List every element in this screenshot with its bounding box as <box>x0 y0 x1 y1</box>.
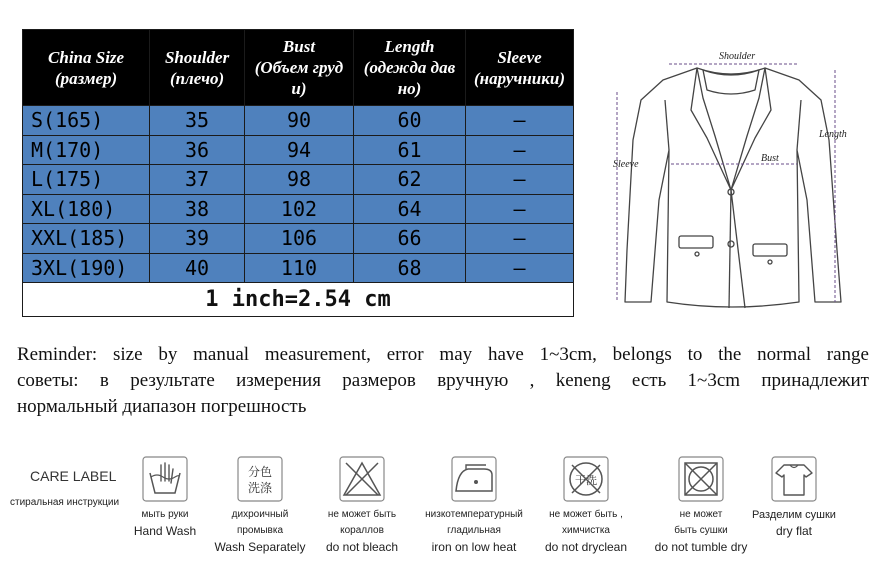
dry-flat-icon <box>770 455 818 503</box>
care-item-no-bleach <box>312 455 412 555</box>
care-en-label: do not bleach <box>325 540 399 554</box>
bust-label: Bust <box>761 153 779 164</box>
cell-shoulder: 38 <box>150 194 245 224</box>
cell-sleeve: – <box>466 253 574 283</box>
reminder-line-english: Reminder: size by manual measurement, error may have 1~3cm, belongs to the normal range <box>17 344 869 365</box>
cell-bust: 94 <box>245 135 354 165</box>
cell-length: 68 <box>353 253 465 283</box>
cell-size: XXL(185) <box>23 224 150 254</box>
cell-bust: 102 <box>245 194 354 224</box>
header-sleeve <box>466 30 574 106</box>
jacket-lapel-right <box>731 68 771 190</box>
cell-sleeve: – <box>466 194 574 224</box>
jacket-front-edge <box>729 190 731 308</box>
cell-sleeve: – <box>466 165 574 195</box>
care-ru-line: быть сушки <box>674 525 728 536</box>
table-row <box>23 253 574 283</box>
symbol-text: 干洗 <box>575 474 597 487</box>
care-item-iron-low-heat <box>424 455 524 555</box>
cell-shoulder: 36 <box>150 135 245 165</box>
care-ru-line: не может <box>679 509 723 520</box>
reminder-line-russian: советы: в результате измерения размеров вручную , keneng есть 1~3cm принадлежит <box>17 370 869 391</box>
cell-length: 66 <box>353 224 465 254</box>
symbol-text: 分色 <box>247 465 273 479</box>
measurement-reminder <box>17 342 869 420</box>
jacket-pocket-right <box>753 244 787 256</box>
header-line: China Size <box>48 47 125 67</box>
care-en-label: Hand Wash <box>133 524 197 538</box>
care-ru-label <box>536 507 636 539</box>
cell-bust: 106 <box>245 224 354 254</box>
cell-sleeve: – <box>466 135 574 165</box>
hand-wash-icon <box>141 455 189 503</box>
cell-length: 61 <box>353 135 465 165</box>
jacket-pocket-left <box>679 236 713 248</box>
cell-bust: 90 <box>245 106 354 136</box>
jacket-button <box>768 260 772 264</box>
header-bust <box>245 30 354 106</box>
header-line: (Объем груд <box>254 58 344 77</box>
jacket-measurement-diagram <box>603 40 861 320</box>
size-chart-table <box>22 29 574 317</box>
cell-shoulder: 37 <box>150 165 245 195</box>
care-ru-label <box>651 507 751 539</box>
header-line: (плечо) <box>169 68 225 88</box>
care-ru-label <box>424 507 524 539</box>
length-label: Length <box>819 129 847 140</box>
cell-bust: 110 <box>245 253 354 283</box>
reminder-line-russian-cont: нормальный диапазон погрешность <box>17 396 307 417</box>
cell-bust: 98 <box>245 165 354 195</box>
care-ru-label <box>210 507 310 539</box>
care-ru-label <box>312 507 412 539</box>
jacket-sleeve-seam <box>797 100 801 150</box>
no-bleach-icon <box>338 455 386 503</box>
wash-separately-icon <box>236 455 284 503</box>
care-label-subtitle: стиральная инструкции <box>10 497 120 508</box>
header-line: Bust <box>282 37 316 56</box>
header-line: Shoulder <box>164 47 230 67</box>
care-ru-line: не может быть , <box>549 509 623 520</box>
cell-length: 60 <box>353 106 465 136</box>
header-line: но) <box>397 79 422 98</box>
care-en-label: do not dryclean <box>544 540 628 554</box>
header-line: Length <box>384 37 435 56</box>
care-item-dry-flat <box>744 455 844 539</box>
low-iron-icon <box>450 455 498 503</box>
sleeve-label: Sleeve <box>613 159 639 170</box>
cell-size: 3XL(190) <box>23 253 150 283</box>
jacket-button <box>728 241 734 247</box>
cell-shoulder: 35 <box>150 106 245 136</box>
cell-sleeve: – <box>466 224 574 254</box>
cell-size: M(170) <box>23 135 150 165</box>
cell-length: 62 <box>353 165 465 195</box>
care-en-label: do not tumble dry <box>654 540 748 554</box>
table-row <box>23 224 574 254</box>
care-en-label: iron on low heat <box>431 540 517 554</box>
care-ru-line: не может быть <box>327 509 397 520</box>
care-item-wash-separately <box>210 455 310 555</box>
header-line: (одежда дав <box>363 58 456 77</box>
care-en-label: dry flat <box>775 524 812 538</box>
header-length <box>353 30 465 106</box>
cell-shoulder: 39 <box>150 224 245 254</box>
care-ru-line: гладильная <box>447 525 501 536</box>
cell-shoulder: 40 <box>150 253 245 283</box>
symbol-text: 洗涤 <box>247 481 273 495</box>
care-ru-line: кораллов <box>340 525 384 536</box>
cell-size: S(165) <box>23 106 150 136</box>
header-line: (размер) <box>54 68 118 88</box>
table-row <box>23 135 574 165</box>
jacket-front-edge-right <box>731 190 745 308</box>
cell-size: XL(180) <box>23 194 150 224</box>
jacket-lapel-left <box>691 68 731 190</box>
table-row <box>23 106 574 136</box>
care-ru-line: низкотемпературный <box>425 509 523 520</box>
care-ru-line: промывка <box>236 525 284 536</box>
care-label-title: CARE LABEL <box>30 468 117 484</box>
care-ru-label: Разделим сушки <box>752 509 836 521</box>
cell-length: 64 <box>353 194 465 224</box>
no-dryclean-icon <box>562 455 610 503</box>
table-header-row <box>23 30 574 106</box>
care-item-no-tumble-dry <box>651 455 751 555</box>
care-ru-label: мыть руки <box>141 509 189 520</box>
jacket-outline <box>625 68 841 307</box>
care-item-hand-wash <box>115 455 215 539</box>
jacket-sleeve-seam <box>665 100 669 150</box>
jacket-button <box>695 252 699 256</box>
cell-size: L(175) <box>23 165 150 195</box>
header-line: Sleeve <box>497 47 542 67</box>
care-ru-line: дихроичный <box>231 509 289 520</box>
care-item-no-dryclean <box>536 455 636 555</box>
inch-conversion-note: 1 inch=2.54 cm <box>23 283 574 317</box>
header-shoulder <box>150 30 245 106</box>
cell-sleeve: – <box>466 106 574 136</box>
care-en-label: Wash Separately <box>214 540 306 554</box>
no-tumble-dry-icon <box>677 455 725 503</box>
header-line: и) <box>291 79 307 98</box>
table-footer-row <box>23 283 574 317</box>
header-line: (наручники) <box>474 68 565 88</box>
table-row <box>23 194 574 224</box>
table-row <box>23 165 574 195</box>
header-china-size <box>23 30 150 106</box>
care-ru-line: химчистка <box>562 525 610 536</box>
shoulder-label: Shoulder <box>719 51 756 62</box>
